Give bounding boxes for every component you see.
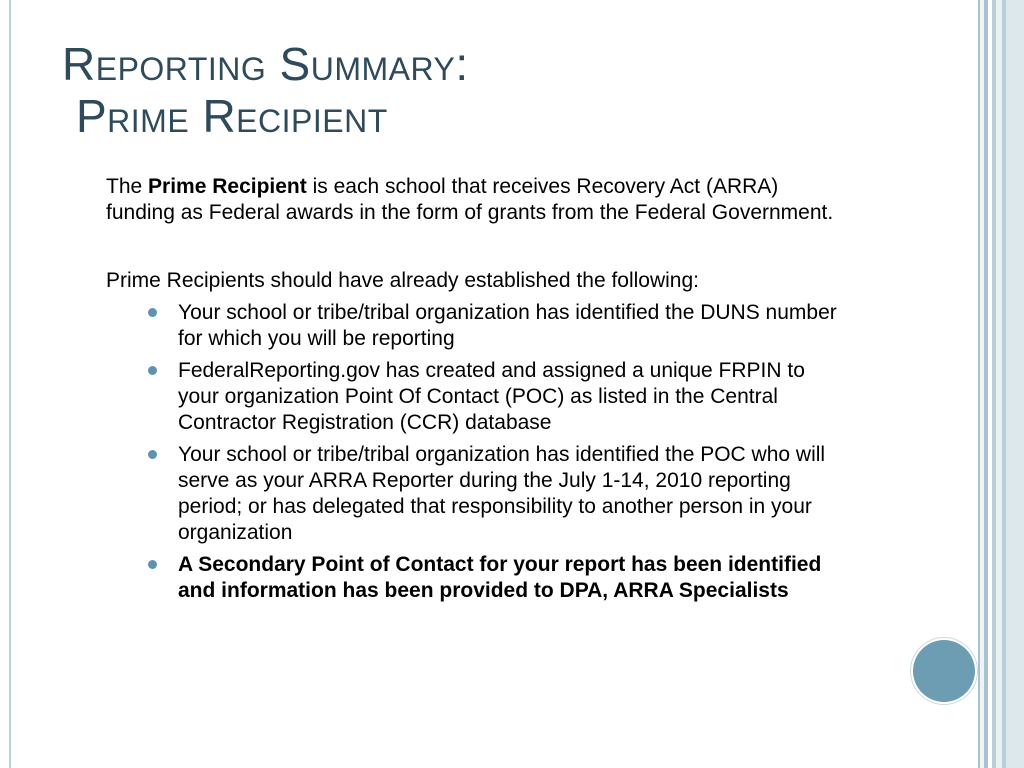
- bullet-dot-icon: [148, 308, 157, 317]
- intro-prefix: The: [106, 175, 149, 198]
- slide-title: [62, 38, 469, 142]
- intro-rest: is each school that receives Recovery Act (ARRA) funding as Federal awards in the form of grants from the Federal Government.: [106, 175, 834, 224]
- bullet-dot-icon: [148, 450, 157, 459]
- left-border-rule: [9, 0, 11, 768]
- bullet-text: Your school or tribe/tribal organization has identified the DUNS number for which you will be reporting: [178, 301, 837, 350]
- bullet-text: A Secondary Point of Contact for your report has been identified and information has been provided to DPA, ARRA Specialists: [178, 553, 822, 602]
- bullet-text: FederalReporting.gov has created and assigned a unique FRPIN to your organization Point Of Contact (POC) as listed in the Central Contractor Registration (CCR) database: [178, 359, 805, 434]
- bullet-dot-icon: [148, 560, 157, 569]
- bullet-item: [106, 358, 846, 436]
- slide-body: [106, 174, 846, 610]
- bullet-text: Your school or tribe/tribal organization has identified the POC who will serve as your ARRA Reporter during the July 1-14, 2010 reporting period; or has delegated that responsibility to another person in your organization: [178, 443, 826, 544]
- title-line-2: Prime Recipient: [76, 90, 388, 142]
- intro-bold-term: Prime Recipient: [148, 175, 307, 198]
- bullet-item-emphasized: [106, 552, 846, 604]
- lead-text: Prime Recipients should have already established the following:: [106, 269, 700, 292]
- bullet-dot-icon: [148, 366, 157, 375]
- bullet-list: [106, 300, 846, 604]
- decorative-circle: [913, 640, 975, 702]
- bullet-item: [106, 442, 846, 546]
- right-decorative-stripes: [978, 0, 1024, 768]
- intro-paragraph: [106, 174, 846, 226]
- title-line-1: Reporting Summary:: [62, 38, 469, 90]
- bullet-item: [106, 300, 846, 352]
